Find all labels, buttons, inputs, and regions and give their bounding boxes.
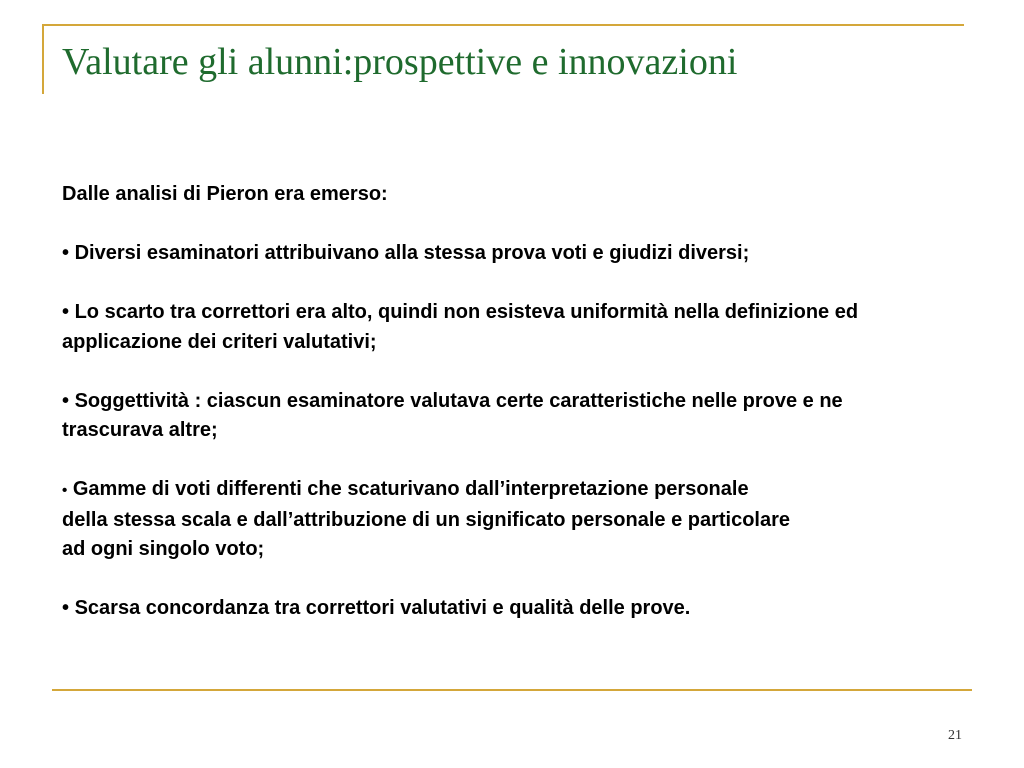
list-item-text: Lo scarto tra correttori era alto, quindi non esisteva uniformità nella definizione ed applicazione dei criteri valutativi; [62, 301, 859, 353]
list-item [62, 298, 862, 357]
bullet-icon: • [62, 597, 70, 619]
bullet-icon: • [62, 242, 70, 264]
slide-title: Valutare gli alunni:prospettive e innovazioni [62, 41, 738, 83]
intro-text: Dalle analisi di Pieron era emerso: [62, 183, 388, 205]
list-item [62, 387, 892, 446]
bullet-icon: • [62, 389, 70, 412]
list-item [62, 475, 797, 565]
bullet-icon: • [62, 301, 70, 323]
page-number: 21 [948, 728, 962, 743]
list-item [62, 594, 912, 624]
slide-body [62, 180, 942, 624]
footer-rule [52, 689, 972, 691]
list-item-text: Diversi esaminatori attribuivano alla stessa prova voti e giudizi diversi; [74, 242, 750, 264]
list-item-text: Gamme di voti differenti che scaturivano dall’interpretazione personale della stessa scala e dall’attribuzione di un significato personale e particolare ad ogni singolo voto; [62, 478, 791, 560]
list-item-text: Scarsa concordanza tra correttori valutativi e qualità delle prove. [74, 597, 691, 619]
list-item-text: Soggettività : ciascun esaminatore valutava certe caratteristiche nelle prove e ne trascurava altre; [62, 389, 843, 441]
bullet-icon: • [62, 482, 68, 499]
title-rule-left [42, 24, 44, 94]
list-item [62, 239, 912, 269]
title-rule-top [42, 24, 964, 26]
